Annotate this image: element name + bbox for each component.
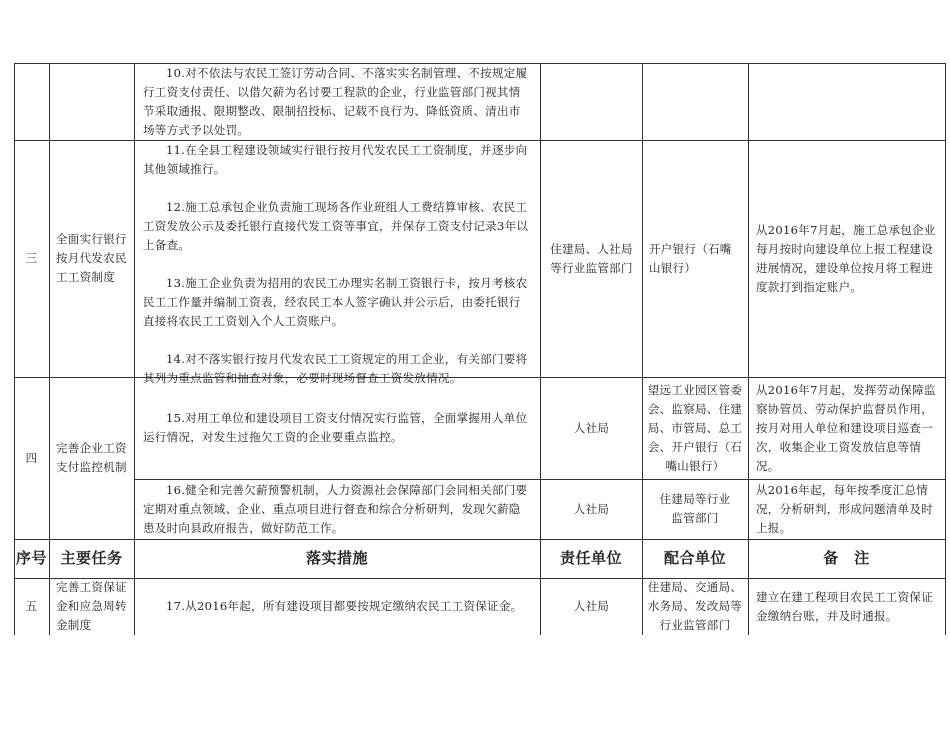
measure-text: 10.对不依法与农民工签订劳动合同、不落实实名制管理、不按规定履行工资支付责任、以借欠薪为名讨要工程款的企业，行业监管部门视其情节采取通报、限期整改、限制招投标、记载不良行为、降低资质、清出市场等方式予以处罚。 [143,66,528,137]
header-measures: 落实措施 [305,549,368,567]
measure-cell [137,64,537,140]
cooperating-cell: 住建局等行业监管部门 [659,492,731,525]
measure-text: 11.在全县工程建设领域实行银行按月代发农民工工资制度，并逐步向其他领域推行。 [143,143,528,176]
measure-text: 14.对不落实银行按月代发农民工工资规定的用工企业，有关部门要将其列为重点监管和抽查对象，必要时现场督查工资发放情况。 [143,352,528,385]
task-cell: 全面实行银行按月代发农民工工资制度 [56,232,127,284]
responsible-cell: 人社局 [573,501,610,516]
remarks-cell: 从2016年7月起，施工总承包企业每月按时向建设单位上报工程建设进展情况，建设单位按月将工程进度款打到指定账户。 [756,222,936,294]
task-cell: 完善工资保证金和应急周转金制度 [56,580,127,632]
cooperating-cell: 望远工业园区管委会、监察局、住建局、市管局、总工会、开户银行（石嘴山银行） [647,382,743,473]
remarks-cell: 从2016年7月起，发挥劳动保障监察协管员、劳动保护监督员作用，按月对用人单位和建设项目巡查一次，收集企业工资发放信息等情况。 [756,382,936,473]
task-cell: 完善企业工资支付监控机制 [56,441,127,474]
header-cooperating: 配合单位 [663,549,726,567]
measure-cell [137,578,537,635]
col-line [945,63,946,635]
cooperating-cell: 开户银行（石嘴山银行） [649,241,732,275]
remarks-cell: 从2016年起，每年按季度汇总情况，分析研判，形成问题清单及时上报。 [756,482,933,535]
responsible-cell: 人社局 [573,599,610,613]
measure-text: 16.健全和完善欠薪预警机制，人力资源社会保障部门会同相关部门要定期对重点领域、企业、重点项目进行督查和综合分析研判，发现欠薪隐患及时向县政府报告，做好防范工作。 [143,482,528,535]
responsible-cell: 住建局、人社局等行业监管部门 [550,241,633,275]
measure-cell [137,141,537,385]
seq-cell: 四 [25,450,38,465]
responsible-cell: 人社局 [573,420,610,435]
measure-text: 13.施工企业负责为招用的农民工办理实名制工资银行卡，按月考核农民工工作量并编制工资表，经农民工本人签字确认并公示后，由委托银行直接将农民工工资划入个人工资账户。 [143,276,528,328]
header-responsible: 责任单位 [559,549,622,567]
header-seq: 序号 [15,549,47,567]
measure-text: 12.施工总承包企业负责施工现场各作业班组人工费结算审核、农民工工资发放公示及委托银行直接代发工资等事宜，并保存工资支付记录3年以上备查。 [143,200,529,252]
measure-text: 17.从2016年起，所有建设项目都要按规定缴纳农民工工资保证金。 [166,599,523,613]
seq-cell: 三 [25,251,38,265]
header-remarks: 备 注 [823,549,870,567]
seq-cell: 五 [25,599,38,613]
remarks-cell: 建立在建工程项目农民工工资保证金缴纳台账，并及时通报。 [756,589,933,623]
measure-cell [137,377,537,479]
header-task: 主要任务 [60,549,123,567]
measure-text: 15.对用工单位和建设项目工资支付情况实行监管，全面掌握用人单位运行情况，对发生过拖欠工资的企业要重点监控。 [143,411,528,444]
cooperating-cell: 住建局、交通局、水务局、发改局等行业监管部门 [647,580,743,632]
measure-cell [137,479,537,539]
